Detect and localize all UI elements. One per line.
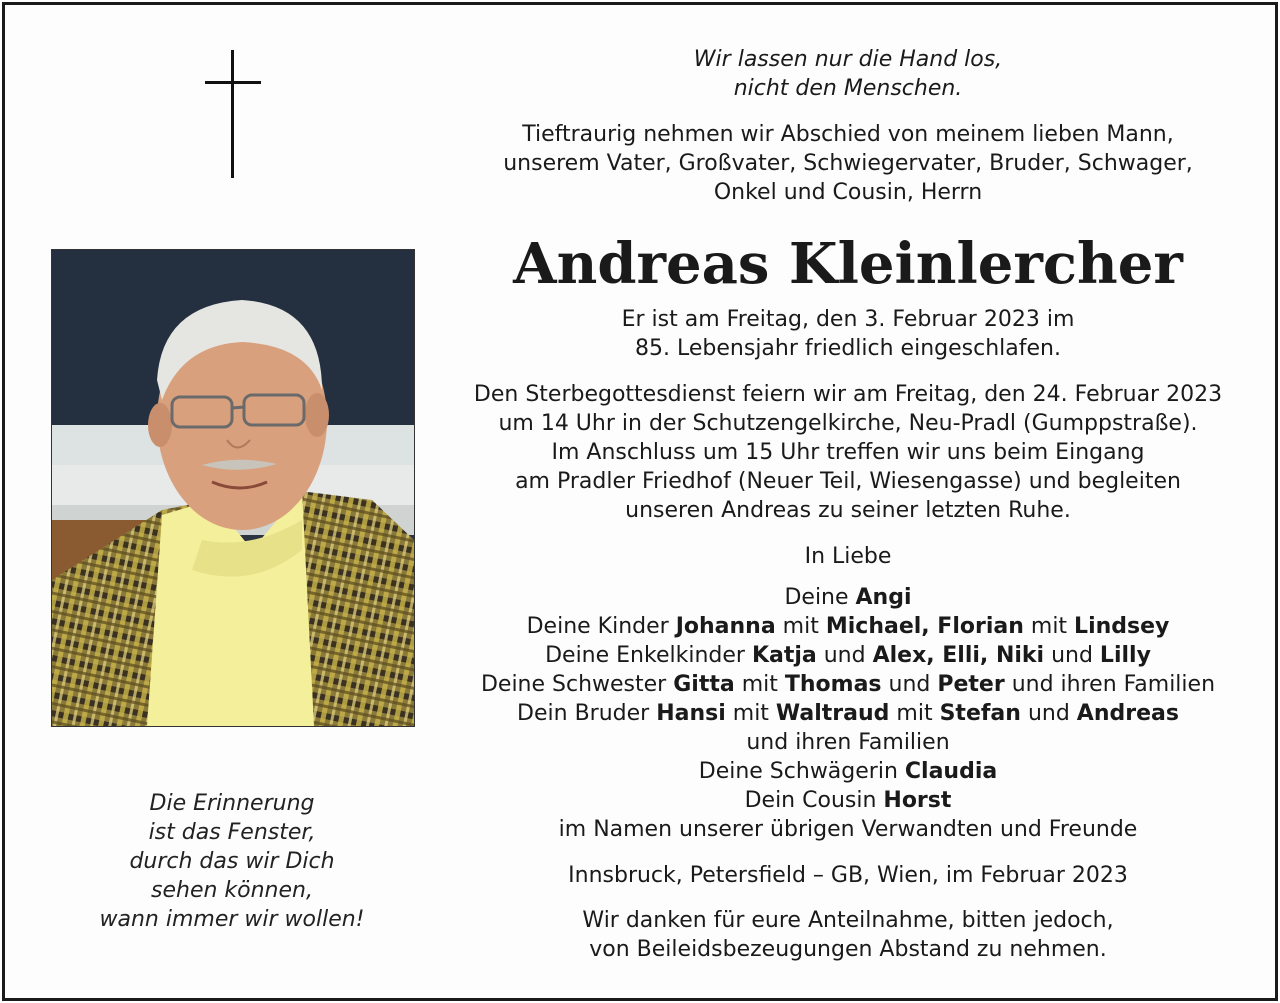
quote-line: durch das wir Dich	[129, 849, 335, 874]
family-line	[453, 670, 1243, 699]
family-relation-text: und ihren Familien	[746, 730, 950, 755]
portrait-photo	[51, 249, 415, 727]
family-relation-text: und	[1020, 701, 1077, 726]
family-relation-text: Deine Enkelkinder	[545, 643, 752, 668]
family-relation-text: mit	[1023, 614, 1075, 639]
family-line	[453, 612, 1243, 641]
intro-paragraph	[453, 120, 1243, 207]
in-love	[453, 542, 1243, 571]
deceased-name: Andreas Kleinlercher	[513, 231, 1183, 297]
death-line: 85. Lebensjahr friedlich eingeschlafen.	[635, 336, 1061, 361]
family-member-name: Waltraud	[775, 701, 890, 726]
quote-line: sehen können,	[151, 878, 313, 903]
family-line	[453, 757, 1243, 786]
family-relation-text: und ihren Familien	[1004, 672, 1216, 697]
family-member-name: Horst	[883, 788, 952, 813]
quote-line: Die Erinnerung	[149, 791, 315, 816]
family-member-name: Johanna	[675, 614, 776, 639]
family-line	[453, 641, 1243, 670]
family-line	[453, 815, 1243, 844]
obituary-card	[2, 2, 1278, 1001]
family-relation-text: mit	[775, 614, 826, 639]
family-member-name: Lilly	[1099, 643, 1151, 668]
family-relation-text: mit	[889, 701, 940, 726]
thanks-line: von Beileidsbezeugungen Abstand zu nehmen.	[589, 937, 1107, 962]
death-line: Er ist am Freitag, den 3. Februar 2023 im	[621, 307, 1075, 332]
service-info	[453, 380, 1243, 525]
family-member-name: Alex, Elli, Niki	[872, 643, 1045, 668]
family-member-name: Hansi	[656, 701, 726, 726]
family-member-name: Gitta	[673, 672, 735, 697]
family-member-name: Peter	[937, 672, 1005, 697]
family-member-name: Stefan	[939, 701, 1021, 726]
family-member-name: Michael, Florian	[825, 614, 1024, 639]
family-relation-text: Deine Kinder	[526, 614, 676, 639]
service-line: um 14 Uhr in der Schutzengelkirche, Neu-Pradl (Gumppstraße).	[498, 411, 1198, 436]
intro-line: Tieftraurig nehmen wir Abschied von meinem lieben Mann,	[522, 122, 1174, 147]
intro-line: unserem Vater, Großvater, Schwiegervater, Bruder, Schwager,	[503, 151, 1193, 176]
family-member-name: Thomas	[784, 672, 882, 697]
place-date	[453, 861, 1243, 890]
family-list	[453, 583, 1243, 844]
thanks-line: Wir danken für eure Anteilnahme, bitten jedoch,	[582, 908, 1114, 933]
family-line	[453, 699, 1243, 728]
in-love-label: In Liebe	[804, 544, 892, 569]
family-relation-text: und	[816, 643, 873, 668]
motto	[453, 45, 1243, 103]
death-notice	[453, 305, 1243, 363]
quote-line: ist das Fenster,	[148, 820, 316, 845]
family-line	[453, 786, 1243, 815]
family-relation-text: und	[1044, 643, 1100, 668]
memory-quote	[51, 789, 413, 934]
service-line: Im Anschluss um 15 Uhr treffen wir uns beim Eingang	[551, 440, 1145, 465]
family-member-name: Andreas	[1076, 701, 1179, 726]
service-line: unseren Andreas zu seiner letzten Ruhe.	[625, 498, 1071, 523]
motto-line: nicht den Menschen.	[733, 76, 963, 101]
family-relation-text: Deine Schwester	[480, 672, 674, 697]
family-relation-text: mit	[734, 672, 785, 697]
intro-line: Onkel und Cousin, Herrn	[713, 180, 983, 205]
family-member-name: Lindsey	[1074, 614, 1170, 639]
family-relation-text: Deine	[784, 585, 856, 610]
family-member-name: Claudia	[904, 759, 998, 784]
quote-line: wann immer wir wollen!	[99, 907, 365, 932]
service-line: am Pradler Friedhof (Neuer Teil, Wiesengasse) und begleiten	[515, 469, 1181, 494]
motto-line: Wir lassen nur die Hand los,	[693, 47, 1003, 72]
family-member-name: Angi	[855, 585, 912, 610]
family-relation-text: und	[881, 672, 938, 697]
place-date-line: Innsbruck, Petersfield – GB, Wien, im Februar 2023	[568, 863, 1128, 888]
service-line: Den Sterbegottesdienst feiern wir am Freitag, den 24. Februar 2023	[473, 382, 1223, 407]
family-line	[453, 728, 1243, 757]
thanks-note	[453, 906, 1243, 964]
obituary-text	[453, 45, 1243, 964]
family-relation-text: Dein Bruder	[517, 701, 657, 726]
family-relation-text: Dein Cousin	[744, 788, 884, 813]
family-relation-text: im Namen unserer übrigen Verwandten und Freunde	[558, 817, 1138, 842]
cross-icon	[205, 50, 261, 178]
family-relation-text: mit	[725, 701, 776, 726]
family-relation-text: Deine Schwägerin	[698, 759, 905, 784]
family-line	[453, 583, 1243, 612]
family-member-name: Katja	[751, 643, 817, 668]
